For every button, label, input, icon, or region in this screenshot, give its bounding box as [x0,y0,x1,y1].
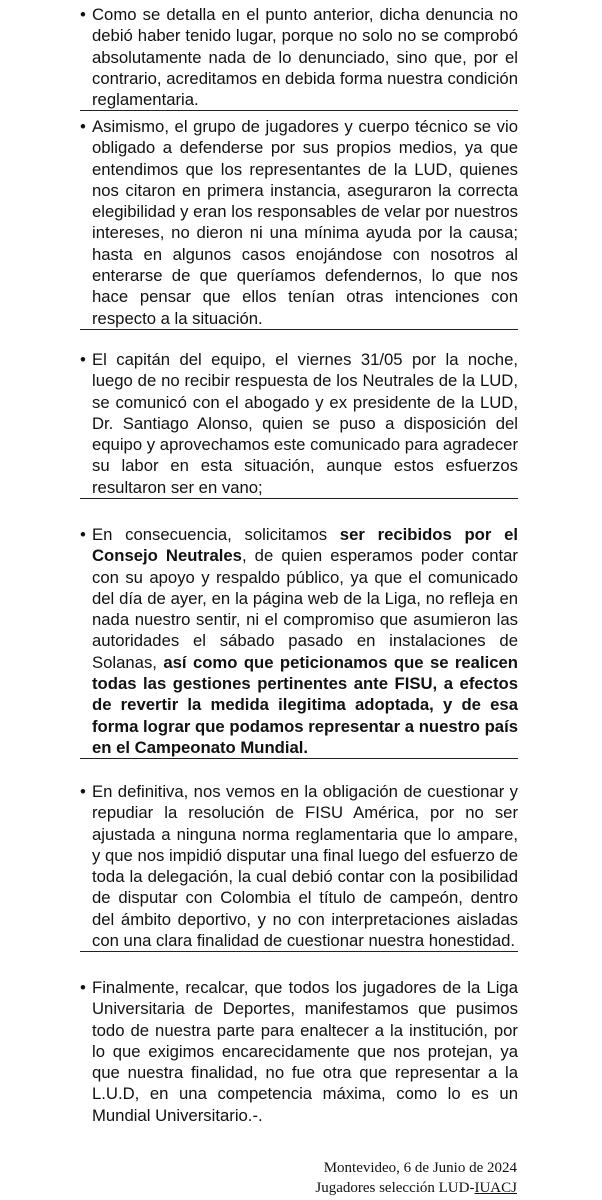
paragraph-5 [92,781,518,951]
paragraph-4-text-a: En consecuencia, solicitamos [92,525,340,544]
paragraph-5-text: En definitiva, nos vemos en la obligación de cuestionar y repudiar la resolución de FISU América, por no ser ajustada a ninguna norma reglamentaria que lo ampare, y que nos impidió disputar una final luego del esfuerzo de toda la delegación, la cual debió contar con la posibilidad de disputar con Colombia el título de campeón, dentro del ámbito deportivo, y no con interpretaciones aisladas con una clara finalidad de cuestionar nuestra honestidad. [92,782,518,951]
paragraph-2-text: Asimismo, el grupo de jugadores y cuerpo técnico se vio obligado a defenderse por sus propios medios, ya que entendimos que los representantes de la LUD, quienes nos citaron en primera instancia, aseguraron la correcta elegibilidad y eran los responsables de velar por nuestros intereses, no dieron ni una mínima ayuda por la causa; hasta en algunos casos enojándose con nosotros al enterarse de que queríamos defendernos, lo que nos hace pensar que ellos tenían otras intenciones con respecto a la situación. [92,117,518,328]
bullet-marker: • [80,525,86,544]
paragraph-4 [92,524,518,758]
bullet-marker: • [80,350,86,369]
bullet-item-4 [80,524,518,759]
signature-place-date: Montevideo, 6 de Junio de 2024 [323,1160,517,1176]
paragraph-1 [92,4,518,110]
paragraph-4-bold-request: ser recibidos por el Consejo Neutrales [92,525,518,566]
paragraph-4-text-b: , de quien esperamos poder contar con su apoyo y respaldo público, ya que el comunicado del día de ayer, en la página web de la Liga, no refleja en nada nuestro sentir, ni el compromiso que asumieron las autoridades el sábado pasado en instalaciones de Solanas, [92,546,518,672]
paragraph-6-text: Finalmente, recalcar, que todos los jugadores de la Liga Universitaria de Deportes, manifestamos que pusimos todo de nuestra parte para enaltecer a la institución, por lo que exigimos encarecidamente que nos protejan, ya que nuestra finalidad, no fue otra que representar a la L.U.D, en una competencia máxima, como lo es un Mundial Universitario.-. [92,978,518,1125]
bullet-item-6 [80,977,518,1126]
paragraph-2 [92,116,518,329]
bullet-marker: • [80,117,86,136]
bullet-marker: • [80,5,86,24]
paragraph-3 [92,349,518,498]
bullet-item-2 [80,116,518,330]
signature-team-line [315,1178,517,1198]
signature-team-prefix: Jugadores selección LUD- [315,1180,475,1196]
bullet-item-1 [80,4,518,111]
paragraph-3-text: El capitán del equipo, el viernes 31/05 por la noche, luego de no recibir respuesta de los Neutrales de la LUD, se comunicó con el abogado y ex presidente de la LUD, Dr. Santiago Alonso, quien se puso a disposición del equipo y aprovechamos este comunicado para agradecer su labor en esta situación, aunque estos esfuerzos resultaron ser en vano; [92,350,518,497]
paragraph-1-text: Como se detalla en el punto anterior, dicha denuncia no debió haber tenido lugar, porque no solo no se comprobó absolutamente nada de lo denunciado, sino que, por el contrario, acreditamos en debida forma nuestra condición reglamentaria. [92,5,518,110]
bullet-item-5 [80,781,518,952]
bullet-marker: • [80,978,86,997]
signature-org: IUACJ [474,1180,517,1196]
paragraph-6 [92,977,518,1126]
signature-block [315,1158,517,1198]
paragraph-4-bold-petition: así como que peticionamos que se realicen todas las gestiones pertinentes ante FISU, a efectos de revertir la medida ilegitima adoptada, y de esa forma lograr que podamos representar a nuestro país en el Campeonato Mundial. [92,652,518,757]
bullet-marker: • [80,782,86,801]
bullet-item-3 [80,349,518,499]
